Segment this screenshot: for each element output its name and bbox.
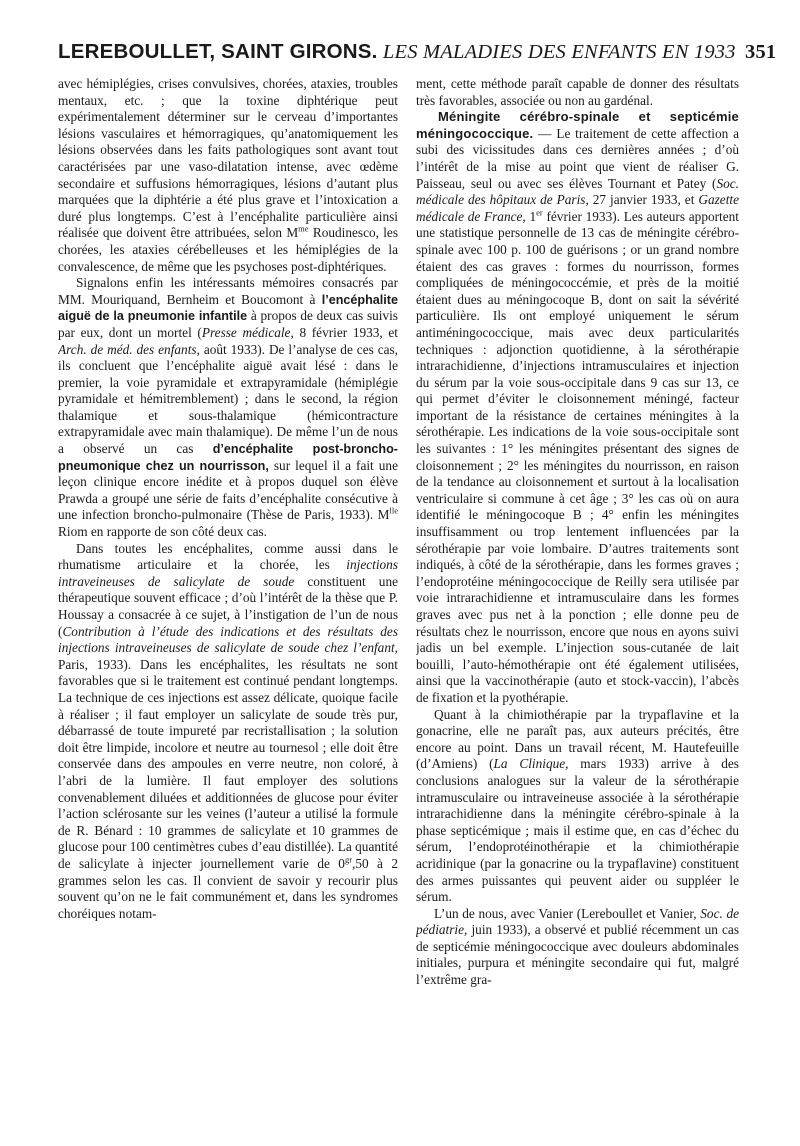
paragraph-salicylate-injections: Dans toutes les encéphalites, comme aussi dans le rhumatisme articulaire et la chorée, les injections intraveineuses de salicylate de soude constituent une thérapeutique souvent efficace ; d’où l’intérêt de la thèse que P. Houssay a consacrée à ce sujet, à l’instigation de l’un de nous (Contribution à l’étude des indications et des résultats des injections intraveineuses de salicylate de soude chez l’enfant, Paris, 1933). Dans les encéphalites, les résultats ne sont favorables que si le traitement est continué pendant longtemps. La technique de ces injections est assez délicate, quoique facile à réaliser ; il faut employer un salicylate de soude très pur, débarrassé de toute impureté par recristallisation ; la solution doit être limpide, incolore et neutre au tournesol ; elle doit être conservée dans des ampoules en verre neutre, non coloré, à l’abri de la lumière. Il faut employer des solutions convenablement diluées et additionnées de glucose pour éviter l’action sclérosante sur les veines (l’auteur a utilisé la formule de R. Bénard : 10 grammes de salicylate et 10 grammes de glucose pour 100 centimètres cubes d’eau distillée). La quantité de salicylate à injecter journellement varie de $0^{gr},50$ à 2 grammes selon les cas. Il convient de savoir y recourir plus souvent qu’on ne le fait communément et, dans les syndromes choréiques notam- bbox=[58, 540, 398, 921]
paragraph-pneumonia-encephalitis: Signalons enfin les intéressants mémoires consacrés par MM. Mouriquand, Bernheim et Boucomont à l’encéphalite aiguë de la pneumonie infantile à propos de deux cas suivis par eux, dont un mortel (Presse médicale, 8 février 1933, et Arch. de méd. des enfants, août 1933). De l’analyse de ces cas, ils concluent que l’encéphalite aiguë avait lésé : dans le premier, la voie pyramidale et extrapyramidale (hémiplégie pyramidale et hémitremblement) ; dans le second, la région thalamique et sous-thalamique (hémicontracture extrapyramidale avec main thalamique). De même l’un de nous a observé un cas d’encéphalite post-broncho-pneumonique chez un nourrisson, sur lequel il a fait une leçon clinique encore inédite et à propos duquel son élève Prawda a groupé une série de faits d’encéphalite consécutive à une infection broncho-pulmonaire (Thèse de Paris, 1933). $M^{lle}$ Riom en rapporte de son côté deux cas. bbox=[58, 275, 398, 540]
paragraph-chemotherapy: Quant à la chimiothérapie par la trypaflavine et la gonacrine, elle ne paraît pas, aux auteurs précités, être encore au point. Dans un travail récent, M. Hautefeuille (d’Amiens) (La Clinique, mars 1933) arrive à des conclusions analogues sur la valeur de la sérothérapie intramusculaire ou intraveineuse associée à la sérothérapie intrarachidienne dans la méningite cérébro-spinale à la phase septicémique ; mais il estime que, en cas d’échec du sérum, l’endoprotéinothérapie et la chimiothérapie acridinique (par la gonacrine ou la trypaflavine) constituent des armes puissantes qui peuvent aider ou suppléer le sérum. bbox=[416, 706, 739, 905]
header-journal-title: LES MALADIES DES ENFANTS EN 1933 bbox=[382, 41, 736, 63]
paragraph-diphtheria-encephalitis: avec hémiplégies, crises convulsives, chorées, ataxies, troubles mentaux, etc. ; que la toxine diphtérique peut expérimentalement déterminer sur le cerveau d’importantes lésions vasculaires et hémorragiques, qu’anatomiquement les lésions observées dans les faits pathologiques sont avant tout caractérisées par une vaso-dilatation intense, avec œdème secondaire et suffusions hémorragiques, lésions d’autant plus marquées que la diphtérie a été plus grave et l’intoxication a duré plus longtemps. C’est à l’encéphalite particulière ainsi réalisée que doivent être attribuées, selon $M^{me}$ Roudinesco, les chorées, les ataxies cérébelleuses et les hémiplégies de la convalescence, de même que les psychoses post-diphtériques. bbox=[58, 76, 398, 274]
bold-term-pneumonia-encephalitis: l’encéphalite aiguë de la pneumonie infantile bbox=[58, 292, 398, 324]
section-heading-meningitis: Méningite cérébro-spinale et septicémie méningococcique. bbox=[416, 109, 739, 141]
running-header bbox=[58, 36, 777, 68]
paragraph-meningitis-treatment: Méningite cérébro-spinale et septicémie méningococcique. — Le traitement de cette affection a subi des vicissitudes dans ces dernières années ; d’où l’intérêt de la mise au point que vient de réaliser G. Paisseau, seul ou avec ses élèves Tournant et Patey (Soc. médicale des hôpitaux de Paris, 27 janvier 1933, et Gazette médicale de France, 1er février 1933). Les auteurs apportent une statistique personnelle de 13 cas de méningite cérébro-spinale avec 100 p. 100 de guérisons ; or un grand nombre étaient des cas graves : formes du nourrisson, formes compliquées de méningococcémie, et près de la moitié étaient dues au méningocoque B, dont on sait la sévérité particulière. Ils ont employé uniquement le sérum antiméningococcique, mais avec deux particularités techniques : adjonction quotidienne, à la sérothérapie intrarachidienne, d’injections intramusculaires et injection du sérum par la voie sous-occipitale dans 9 cas sur 13, ce qui permet d’éviter le cloisonnement méningé, facteur important de la résistance de certaines méningites à la sérothérapie. Les indications de la voie sous-occipitale sont les suivantes : 1° les méningites présentant des signes de cloisonnement ; 2° les méningites du nourrisson, en raison de la tendance au cloisonnement et surtout à la localisation ventriculaire si commune à cet âge ; 3° les cas où on aura identifié le méningocoque B ; 4° enfin les méningites insuffisamment ou trop lentement influencées par la sérothérapie par voie lombaire. D’autres traitements sont indiqués, à côté de la sérothérapie, dans les formes graves ; l’endoprotéine méningococcique de Reilly sera utilisée par voie intrarachidienne et intramusculaire dans les formes graves avec pus net à la ponction ; elle donne peu de résultats chez le nourrisson, encore que nous en ayons suivi jadis un bel exemple. L’injection sous-cutanée de lait bouilli, l’auto-hémothérapie ont été également utilisées, ainsi que la vaccinothérapie (auto et stock-vaccin), l’abcès de fixation et la pyothérapie. bbox=[416, 109, 739, 705]
header-authors: LEREBOULLET, SAINT GIRONS. bbox=[58, 40, 378, 63]
right-column bbox=[416, 76, 739, 1131]
paragraph-method-continuation: ment, cette méthode paraît capable de donner des résultats très favorables, associée ou non au gardénal. bbox=[416, 76, 739, 108]
page-number: 351 bbox=[745, 41, 777, 63]
bold-term-bronchopneumonia-encephalitis: d’encéphalite post-broncho-pneumonique chez un nourrisson, bbox=[58, 442, 398, 473]
left-column bbox=[58, 76, 398, 1131]
paragraph-case-report: L’un de nous, avec Vanier (Lereboullet et Vanier, Soc. de pédiatrie, juin 1933), a observé et publié récemment un cas de septicémie méningococcique avec douleurs abdominales initiales, purpura et méningite secondaire qui fut, malgré l’extrême gra- bbox=[416, 905, 739, 988]
